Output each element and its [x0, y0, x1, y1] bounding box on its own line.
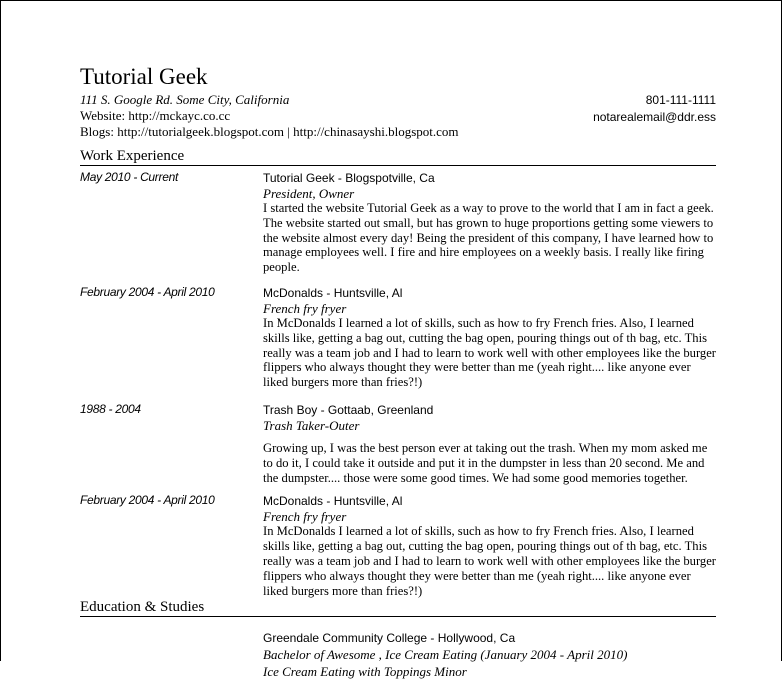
entry-date: February 2004 - April 2010 [80, 493, 215, 508]
work-entry [80, 170, 716, 275]
entry-details [263, 402, 716, 485]
resume-header [80, 63, 716, 140]
resume-name: Tutorial Geek [80, 64, 208, 89]
resume-content [80, 63, 716, 680]
entry-role: President, Owner [263, 186, 355, 201]
entry-details [263, 630, 716, 680]
education-entry [80, 630, 716, 680]
entry-description: Growing up, I was the best person ever at taking out the trash. When my mom asked me to do it, I could take it outside and put it in the dumpster in less than 20 second. Me and the dumpster.... those were some good times. We had some good memories together. [263, 440, 708, 485]
entry-details [263, 493, 716, 598]
entry-description: In McDonalds I learned a lot of skills, such as how to fry French fries. Also, I learned skills like, getting a bag out, cutting the bag open, pouring things out of th bag, etc. This really was a team job and I had to learn to work well with other employees like the burger flippers who always thought they were better than me (yeah right.... like anyone ever liked burgers more than fries?!) [263, 315, 716, 390]
entry-role: Trash Taker-Outer [263, 417, 360, 433]
entry-date: February 2004 - April 2010 [80, 284, 215, 299]
phone-number: 801-111-1111 [645, 93, 716, 107]
website-line: Website: http://mckayc.co.cc [80, 108, 231, 123]
entry-degree: Bachelor of Awesome , Ice Cream Eating (January 2004 - April 2010) [263, 647, 628, 663]
section-title-work-experience: Work Experience [80, 148, 716, 166]
entry-date: May 2010 - Current [80, 170, 178, 184]
contact-info [593, 92, 716, 126]
entry-minor: Ice Cream Eating with Toppings Minor [263, 664, 467, 680]
entry-role: French fry fryer [263, 300, 347, 316]
entry-organization: McDonalds - Huntsville, Al [263, 285, 403, 300]
section-title-education: Education & Studies [80, 599, 716, 617]
work-entry [80, 402, 716, 485]
entry-description: I started the website Tutorial Geek as a way to prove to the world that I am in fact a geek. The website started out small, but has grown to huge proportions getting some viewers to the website almost every day! Being the president of this company, I have learned how to manage employees well. I fire and hire employees on a weekly basis. I really like firing people. [263, 201, 714, 275]
blogs-line: Blogs: http://tutorialgeek.blogspot.com | http://chinasayshi.blogspot.com [80, 124, 459, 139]
entry-details [263, 170, 716, 275]
email-address: notarealemail@ddr.ess [593, 110, 716, 124]
work-entry [80, 493, 716, 598]
entry-date: 1988 - 2004 [80, 401, 141, 416]
entry-organization: Trash Boy - Gottaab, Greenland [263, 402, 434, 417]
work-entry [80, 285, 716, 390]
resume-address: 111 S. Google Rd. Some City, California [80, 92, 290, 107]
entry-organization: McDonalds - Huntsville, Al [263, 494, 403, 509]
entry-details [263, 285, 716, 390]
entry-school: Greendale Community College - Hollywood, Ca [263, 631, 516, 646]
entry-role: French fry fryer [263, 509, 347, 525]
entry-description: In McDonalds I learned a lot of skills, such as how to fry French fries. Also, I learned skills like, getting a bag out, cutting the bag open, pouring things out of th bag, etc. This really was a team job and I had to learn to work well with other employees like the burger flippers who always thought they were better than me (yeah right.... like anyone ever liked burgers more than fries?!) [263, 524, 716, 598]
entry-organization: Tutorial Geek - Blogspotville, Ca [263, 171, 435, 185]
entry-date [80, 630, 263, 680]
